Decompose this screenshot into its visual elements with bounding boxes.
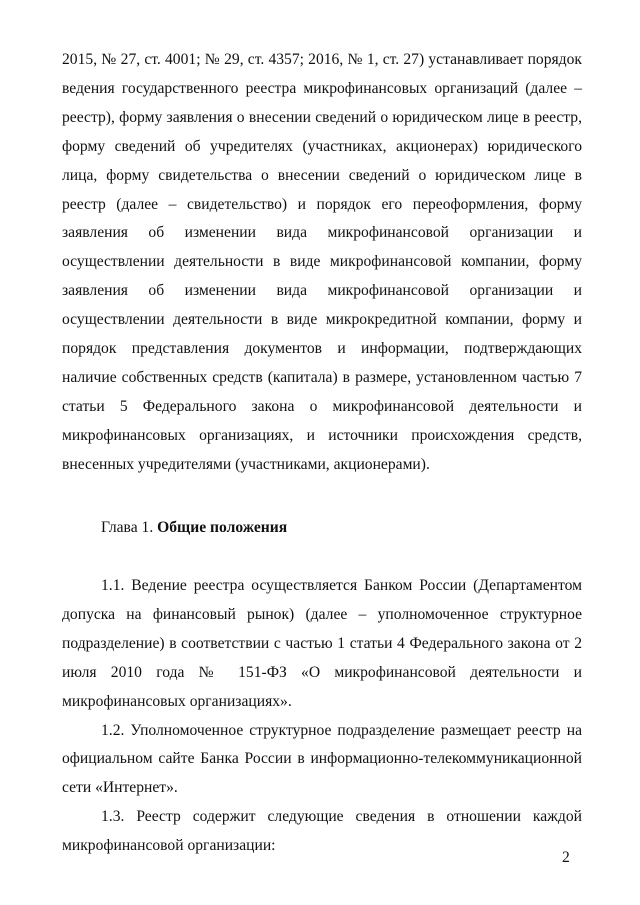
paragraph-1-3: 1.3. Реестр содержит следующие сведения в отношении каждой микрофинансовой организации: bbox=[62, 808, 582, 855]
paragraph-1-2: 1.2. Уполномоченное структурное подразделение размещает реестр на официальном сайте Банка России в информационно-телекоммуникационной сети «Интернет». bbox=[62, 721, 582, 797]
intro-paragraph bbox=[62, 46, 582, 480]
chapter-heading bbox=[101, 514, 287, 543]
chapter-title: Общие положения bbox=[157, 519, 288, 536]
intro-paragraph-text: 2015, № 27, ст. 4001; № 29, ст. 4357; 2016, № 1, ст. 27) устанавливает порядок ведения государственного реестра микрофинансовых организаций (далее – реестр), форму заявления о внесении сведений о юридическом лице в реестр, форму сведений об учредителях (участниках, акционерах) юридического лица, форму свидетельства о внесении сведений о юридическом лице в реестр (далее – свидетельство) и порядок его переоформления, форму заявления об изменении вида микрофинансовой организации и осуществлении деятельности в виде микрофинансовой компании, форму заявления об изменении вида микрофинансовой организации и осуществлении деятельности в виде микрокредитной компании, форму и порядок представления документов и информации, подтверждающих наличие собственных средств (капитала) в размере, установленном частью 7 статьи 5 Федерального закона о микрофинансовой деятельности и микрофинансовых организациях, и источники происхождения средств, внесенных учредителями (участниками, акционерами). bbox=[62, 51, 582, 473]
paragraph-1-1: 1.1. Ведение реестра осуществляется Банком России (Департаментом допуска на финансовый рынок) (далее – уполномоченное структурное подразделение) в соответствии с частью 1 статьи 4 Федерального закона от 2 июля 2010 года № 151-ФЗ «О микрофинансовой деятельности и микрофинансовых организациях». bbox=[62, 577, 582, 710]
section-paragraphs bbox=[62, 572, 582, 861]
page-number: 2 bbox=[562, 849, 570, 866]
chapter-prefix: Глава 1. bbox=[101, 519, 158, 536]
